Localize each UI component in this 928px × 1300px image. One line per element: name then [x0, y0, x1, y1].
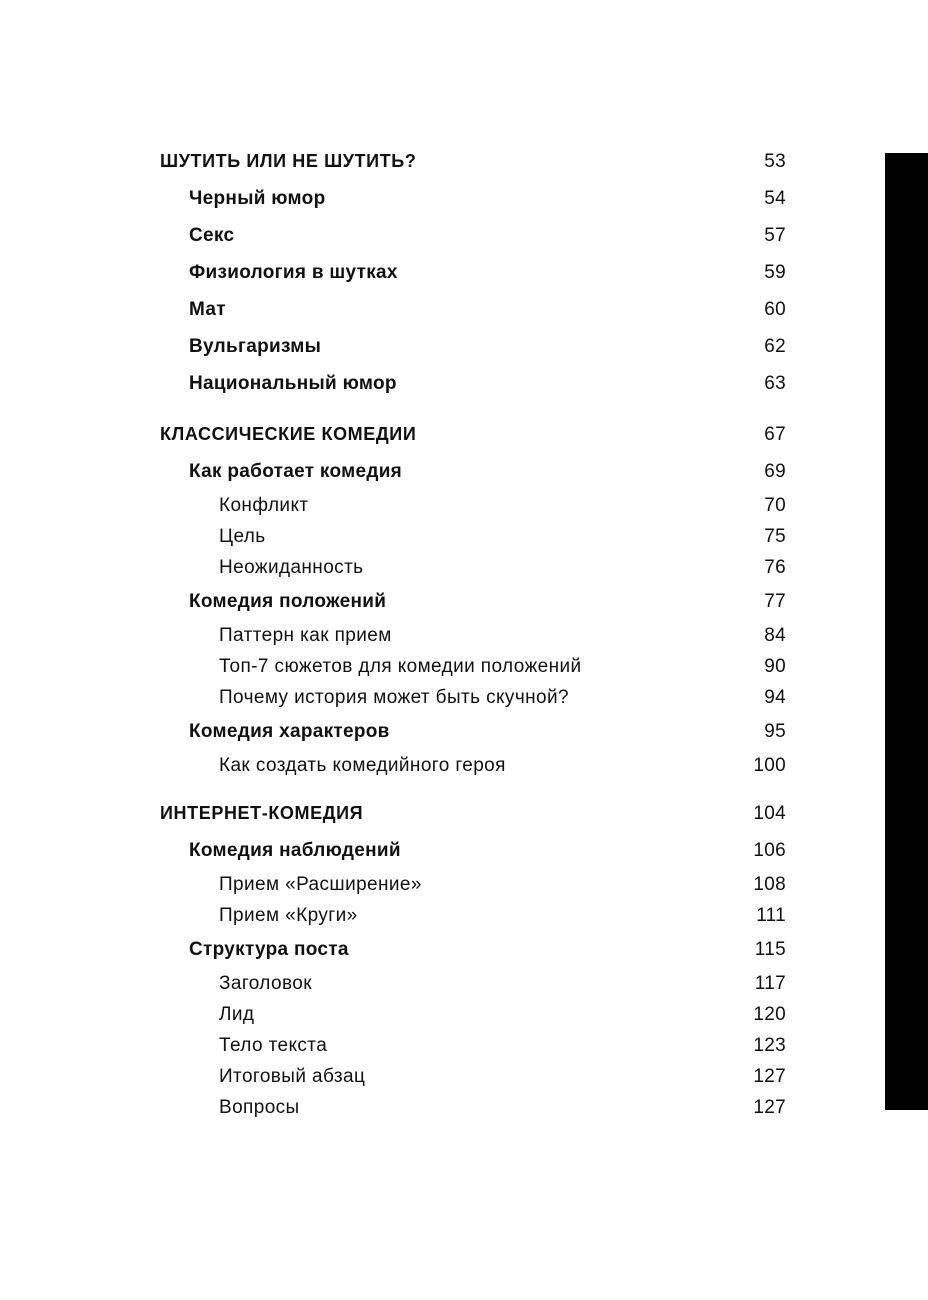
- toc-subsection-row: [160, 968, 786, 999]
- toc-chapter-title: ШУТИТЬ ИЛИ НЕ ШУТИТЬ?: [160, 151, 417, 171]
- toc-section-page-number: 59: [764, 262, 786, 283]
- chapter-edge-tab: [885, 153, 928, 1110]
- toc-section-title: Комедия наблюдений: [189, 840, 401, 861]
- toc-subsection-title: Заголовок: [219, 973, 312, 994]
- toc-section-title: Комедия положений: [189, 591, 387, 612]
- toc-section-page-number: 63: [764, 373, 786, 394]
- toc-subsection-page-number: 127: [753, 1066, 786, 1087]
- toc-subsection-page-number: 75: [764, 526, 786, 547]
- toc-subsection-row: [160, 1061, 786, 1092]
- toc-section-page-number: 60: [764, 299, 786, 320]
- toc-subsection-title: Топ-7 сюжетов для комедии положений: [219, 656, 582, 677]
- toc-section-row: [160, 328, 786, 365]
- toc-subsection-page-number: 111: [756, 905, 786, 926]
- toc-subsection-row: [160, 900, 786, 931]
- toc-subsection-page-number: 90: [764, 656, 786, 677]
- toc-subsection-page-number: 100: [753, 755, 786, 776]
- toc-subsection-row: [160, 620, 786, 651]
- toc-section-row: [160, 453, 786, 490]
- toc-section-page-number: 106: [753, 840, 786, 861]
- toc-subsection-page-number: 123: [753, 1035, 786, 1056]
- toc-subsection-title: Итоговый абзац: [219, 1066, 366, 1087]
- toc-section-page-number: 115: [754, 939, 786, 960]
- toc-chapter-row: [160, 795, 786, 832]
- toc-chapter-row: [160, 416, 786, 453]
- toc-section-page-number: 69: [764, 461, 786, 482]
- toc-section-title: Структура поста: [189, 939, 349, 960]
- toc-section-title: Как работает комедия: [189, 461, 403, 482]
- toc-subsection-page-number: 84: [764, 625, 786, 646]
- toc-subsection-page-number: 94: [764, 687, 786, 708]
- toc-subsection-title: Почему история может быть скучной?: [219, 687, 569, 708]
- toc-section-title: Физиология в шутках: [189, 262, 398, 283]
- toc-subsection-page-number: 120: [753, 1004, 786, 1025]
- toc-subsection-row: [160, 552, 786, 583]
- toc-section-page-number: 77: [764, 591, 786, 612]
- toc-section-row: [160, 291, 786, 328]
- toc-section-page-number: 95: [764, 721, 786, 742]
- toc-section-page-number: 54: [764, 188, 786, 209]
- toc-chapter-page-number: 53: [764, 151, 786, 172]
- toc-subsection-page-number: 70: [764, 495, 786, 516]
- toc-section-page-number: 62: [764, 336, 786, 357]
- toc-chapter-page-number: 67: [764, 424, 786, 445]
- toc-subsection-row: [160, 1030, 786, 1061]
- toc-subsection-title: Конфликт: [219, 495, 309, 516]
- toc-subsection-page-number: 76: [764, 557, 786, 578]
- toc-section-row: [160, 832, 786, 869]
- toc-section-title: Комедия характеров: [189, 721, 390, 742]
- toc-subsection-title: Как создать комедийного героя: [219, 755, 506, 776]
- toc-subsection-row: [160, 490, 786, 521]
- toc-subsection-title: Лид: [219, 1004, 255, 1025]
- toc-subsection-row: [160, 869, 786, 900]
- toc-subsection-title: Неожиданность: [219, 557, 364, 578]
- toc-section-row: [160, 254, 786, 291]
- toc-subsection-page-number: 108: [753, 874, 786, 895]
- toc-section-row: [160, 180, 786, 217]
- toc-subsection-title: Паттерн как прием: [219, 625, 392, 646]
- toc-subsection-title: Тело текста: [219, 1035, 328, 1056]
- toc-chapter-title: ИНТЕРНЕТ-КОМЕДИЯ: [160, 803, 364, 823]
- toc-subsection-row: [160, 521, 786, 552]
- toc-chapter-page-number: 104: [753, 803, 786, 824]
- toc-section-row: [160, 713, 786, 750]
- toc-subsection-row: [160, 682, 786, 713]
- toc-section-title: Национальный юмор: [189, 373, 397, 394]
- toc-section-row: [160, 583, 786, 620]
- toc-section-row: [160, 365, 786, 402]
- toc-section-row: [160, 931, 786, 968]
- toc-section-title: Мат: [189, 299, 226, 320]
- toc-subsection-title: Вопросы: [219, 1097, 300, 1118]
- toc-section-page-number: 57: [764, 225, 786, 246]
- toc-subsection-row: [160, 999, 786, 1030]
- toc-subsection-page-number: 127: [753, 1097, 786, 1118]
- toc-subsection-row: [160, 651, 786, 682]
- toc-section-title: Черный юмор: [189, 188, 326, 209]
- toc-section-title: Вульгаризмы: [189, 336, 322, 357]
- toc-section-title: Секс: [189, 225, 235, 246]
- toc-subsection-title: Прием «Круги»: [219, 905, 358, 926]
- toc-subsection-title: Прием «Расширение»: [219, 874, 422, 895]
- toc-subsection-title: Цель: [219, 526, 266, 547]
- toc-subsection-row: [160, 1092, 786, 1123]
- toc-subsection-page-number: 117: [754, 973, 786, 994]
- toc-chapter-title: КЛАССИЧЕСКИЕ КОМЕДИИ: [160, 424, 417, 444]
- table-of-contents: [160, 143, 786, 1123]
- toc-chapter-row: [160, 143, 786, 180]
- toc-subsection-row: [160, 750, 786, 781]
- toc-section-row: [160, 217, 786, 254]
